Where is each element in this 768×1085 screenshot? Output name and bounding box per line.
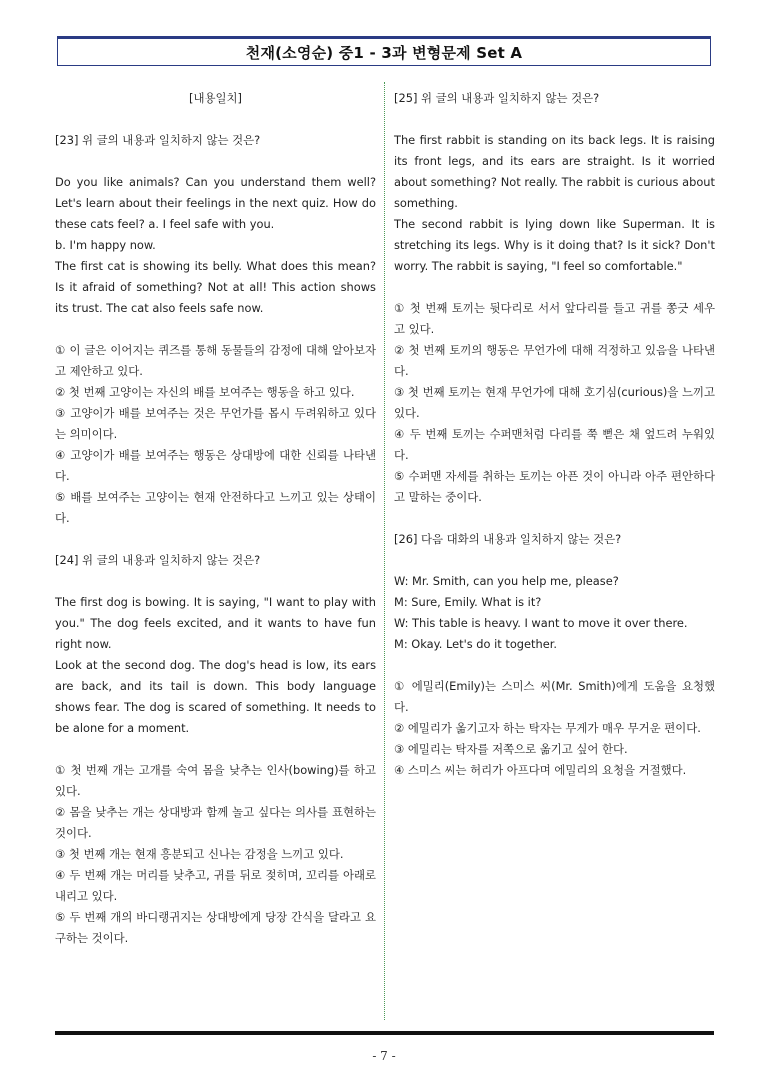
q26-dialogue-2: M: Sure, Emily. What is it? <box>394 595 542 609</box>
q25-choice-4: ④ 두 번째 토끼는 수퍼맨처럼 다리를 쭉 뻗은 채 엎드려 누워있다. <box>394 427 715 462</box>
q25-choice-2: ② 첫 번째 토끼의 행동은 무언가에 대해 걱정하고 있음을 나타낸다. <box>394 343 715 378</box>
q25-choice-5: ⑤ 수퍼맨 자세를 취하는 토끼는 아픈 것이 아니라 아주 편안하다고 말하는 중이다. <box>394 469 715 504</box>
q23-choice-1: ① 이 글은 이어지는 퀴즈를 통해 동물들의 감정에 대해 알아보자고 제안하고 있다. <box>55 343 376 378</box>
footer-rule <box>55 1031 714 1035</box>
column-divider <box>384 82 385 1020</box>
q24-choice-2: ② 몸을 낮추는 개는 상대방과 함께 놀고 싶다는 의사를 표현하는 것이다. <box>55 805 376 840</box>
question-25: [25] 위 글의 내용과 일치하지 않는 것은? <box>394 91 600 105</box>
q26-choice-1: ① 에밀리(Emily)는 스미스 씨(Mr. Smith)에게 도움을 요청했다. <box>394 679 715 714</box>
q24-choice-3: ③ 첫 번째 개는 현재 흥분되고 신나는 감정을 느끼고 있다. <box>55 847 344 861</box>
q23-choice-5: ⑤ 배를 보여주는 고양이는 현재 안전하다고 느끼고 있는 상태이다. <box>55 490 376 525</box>
question-23: [23] 위 글의 내용과 일치하지 않는 것은? <box>55 133 261 147</box>
q24-passage-1: The first dog is bowing. It is saying, "I want to play with you." The dog feels excited, and it wants to have fun right now. <box>55 595 376 651</box>
q23-passage-2: b. I'm happy now. <box>55 238 156 252</box>
q25-passage-2: The second rabbit is lying down like Superman. It is stretching its legs. Why is it doing that? Is it sick? Don't worry. The rabbit is saying, "I feel so comfortable." <box>394 217 715 273</box>
q24-choice-4: ④ 두 번째 개는 머리를 낮추고, 귀를 뒤로 젖히며, 꼬리를 아래로 내리고 있다. <box>55 868 376 903</box>
q26-dialogue-4: M: Okay. Let's do it together. <box>394 637 557 651</box>
left-column <box>55 88 376 949</box>
q26-dialogue-3: W: This table is heavy. I want to move it over there. <box>394 616 688 630</box>
question-26: [26] 다음 대화의 내용과 일치하지 않는 것은? <box>394 532 622 546</box>
q23-choice-3: ③ 고양이가 배를 보여주는 것은 무언가를 몹시 두려워하고 있다는 의미이다. <box>55 406 376 441</box>
q25-choice-1: ① 첫 번째 토끼는 뒷다리로 서서 앞다리를 들고 귀를 쫑긋 세우고 있다. <box>394 301 715 336</box>
q25-choice-3: ③ 첫 번째 토끼는 현재 무언가에 대해 호기심(curious)을 느끼고 있다. <box>394 385 715 420</box>
q23-passage-3: The first cat is showing its belly. What does this mean? Is it afraid of something? Not at all! This action shows its trust. The cat also feels safe now. <box>55 259 376 315</box>
q26-dialogue-1: W: Mr. Smith, can you help me, please? <box>394 574 619 588</box>
question-24: [24] 위 글의 내용과 일치하지 않는 것은? <box>55 553 261 567</box>
q26-choice-4: ④ 스미스 씨는 허리가 아프다며 에밀리의 요청을 거절했다. <box>394 763 687 777</box>
section-label: [내용일치] <box>189 91 242 105</box>
q24-choice-1: ① 첫 번째 개는 고개를 숙여 몸을 낮추는 인사(bowing)를 하고 있다. <box>55 763 376 798</box>
q23-passage-1: Do you like animals? Can you understand them well? Let's learn about their feelings in the next quiz. How do these cats feel? a. I feel safe with you. <box>55 175 376 231</box>
q24-passage-2: Look at the second dog. The dog's head is low, its ears are back, and its tail is down. This body language shows fear. The dog is scared of something. It needs to be alone for a moment. <box>55 658 376 735</box>
q24-choice-5: ⑤ 두 번째 개의 바디랭귀지는 상대방에게 당장 간식을 달라고 요구하는 것이다. <box>55 910 376 945</box>
right-column <box>394 88 715 781</box>
page-title: 천재(소영순) 중1 - 3과 변형문제 Set A <box>245 43 523 62</box>
q26-choice-2: ② 에밀리가 옮기고자 하는 탁자는 무게가 매우 무거운 편이다. <box>394 721 701 735</box>
q23-choice-4: ④ 고양이가 배를 보여주는 행동은 상대방에 대한 신뢰를 나타낸다. <box>55 448 376 483</box>
page-title-box <box>57 36 711 66</box>
q23-choice-2: ② 첫 번째 고양이는 자신의 배를 보여주는 행동을 하고 있다. <box>55 385 355 399</box>
page-number: - 7 - <box>372 1049 396 1063</box>
q26-choice-3: ③ 에밀리는 탁자를 저쪽으로 옮기고 싶어 한다. <box>394 742 628 756</box>
q25-passage-1: The first rabbit is standing on its back legs. It is raising its front legs, and its ears are straight. Is it worried about something? Not really. The rabbit is curious about something. <box>394 133 715 210</box>
